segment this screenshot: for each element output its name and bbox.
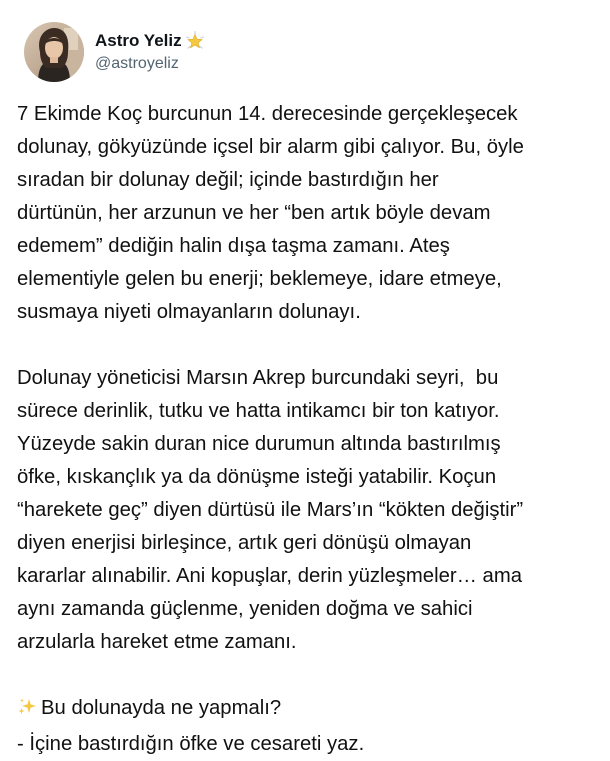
profile-photo-icon (24, 22, 84, 82)
display-name[interactable]: Astro Yeliz (95, 30, 182, 50)
text-line: dürtünün, her arzunun ve her “ben artık böyle devam (17, 202, 491, 224)
handle[interactable]: @astroyeliz (95, 54, 179, 72)
avatar[interactable] (24, 22, 84, 82)
text-line: edemem” dediğin halin dışa taşma zamanı. Ateş (17, 235, 450, 257)
paragraph-1 (17, 98, 607, 329)
text-line: sıradan bir dolunay değil; içinde bastırdığın her (17, 169, 439, 191)
text-line: sürece derinlik, tutku ve hatta intikamcı bir ton katıyor. (17, 400, 500, 422)
text-line: diyen enerjisi birleşince, artık geri dönüşü olmayan (17, 532, 472, 554)
text-line: Dolunay yöneticisi Marsın Akrep burcundaki seyri, bu (17, 367, 499, 389)
bullet-line: - İçine bastırdığın öfke ve cesareti yaz. (17, 733, 365, 755)
question-line (17, 692, 607, 728)
text-line: aynı zamanda güçlenme, yeniden doğma ve sahici (17, 598, 473, 620)
text-line: Yüzeyde sakin duran nice durumun altında bastırılmış (17, 433, 501, 455)
question-text: Bu dolunayda ne yapmalı? (41, 697, 282, 719)
text-line: elementiyle gelen bu enerji; beklemeye, idare etmeye, (17, 268, 502, 290)
paragraph-3 (17, 692, 607, 761)
text-line: “harekete geç” diyen dürtüsü ile Mars’ın “kökten değiştir” (17, 499, 524, 521)
tweet-header (24, 18, 205, 86)
text-line: susmaya niyeti olmayanların dolunayı. (17, 301, 361, 323)
text-line: 7 Ekimde Koç burcunun 14. derecesinde gerçekleşecek (17, 103, 518, 125)
text-line: dolunay, gökyüzünde içsel bir alarm gibi çalıyor. Bu, öyle (17, 136, 524, 158)
text-line: öfke, kıskançlık ya da dönüşme isteği yatabilir. Koçun (17, 466, 497, 488)
text-line: arzularla hareket etme zamanı. (17, 631, 297, 653)
glowing-star-icon (185, 31, 205, 51)
tweet-text (17, 98, 607, 761)
display-name-row (95, 30, 205, 52)
author-block (95, 30, 205, 75)
text-line: kararlar alınabilir. Ani kopuşlar, derin yüzleşmeler… ama (17, 565, 522, 587)
paragraph-2 (17, 362, 607, 659)
sparkles-icon (17, 695, 41, 728)
